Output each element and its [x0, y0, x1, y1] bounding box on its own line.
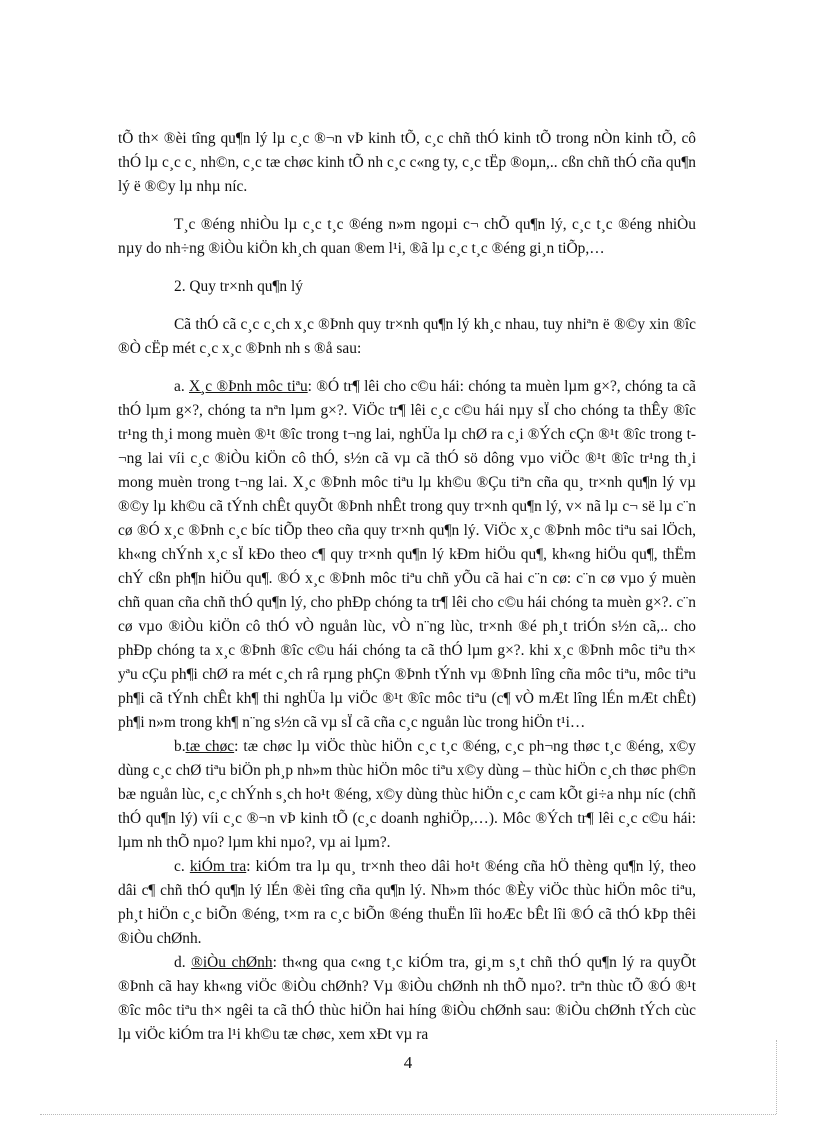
section-heading: 2. Quy tr×nh qu¶n lý	[174, 278, 303, 295]
item-a-text: : ®Ó tr¶ lêi cho c©u hái: chóng ta muèn lµm g×?, chóng ta cã thÓ lµm g×?, chóng ta nªn lµm g×?. ViÖc tr¶ lêi c¸c c©u hái nµy sÏ cho chóng ta thÊy ®îc tr¹ng th¸i mong muèn ®¹t ®îc trong t¬ng lai, nghÜa lµ chØ ra c¸i ®Ých cÇn ®¹t ®îc trong t¬ng lai víi c¸c ®iÒu kiÖn cô thÓ, s½n cã vµ cã thÓ sö dông vµo viÖc ®¹t ®îc tr¹ng th¸i mong muèn trong t¬ng lai. X¸c ®Þnh môc tiªu lµ kh©u ®Çu tiªn cña qu¸ tr×nh qu¶n lý vµ ®©y lµ kh©u cã tÝnh chÊt quyÕt ®Þnh nhÊt trong quy tr×nh qu¶n lý, v× nã lµ c¬ së lµ c¨n cø ®Ó x¸c ®Þnh c¸c bíc tiÕp theo cña quy tr×nh qu¶n lý. ViÖc x¸c ®Þnh môc tiªu sai lÖch, kh«ng chÝnh x¸c sÏ kÐo theo c¶ quy tr×nh qu¶n lý kÐm hiÖu qu¶, kh«ng hiÖu qu¶, thËm chÝ cßn ph¶n hiÖu qu¶. ®Ó x¸c ®Þnh môc tiªu chñ yÕu cã hai c¨n cø: c¨n cø vµo ý muèn chñ quan cña chñ thÓ qu¶n lý, cho phÐp chóng ta tr¶ lêi cho c©u hái chóng ta muèn g×?. c¨n cø vµo ®iÒu kiÖn cô thÓ vÒ nguån lùc, vÒ n¨ng lùc, tr×nh ®é ph¸t triÓn s½n cã,.. cho phÐp chóng ta x¸c ®Þnh ®îc c©u hái chóng ta cã thÓ lµm g×?. khi x¸c ®Þnh môc tiªu th× yªu cÇu ph¶i chØ ra mét c¸ch râ rµng phÇn ®Þnh tÝnh vµ ®Þnh lîng cña môc tiªu, môc tiªu ph¶i cã tÝnh chÊt kh¶ thi nghÜa lµ viÖc ®¹t ®îc môc tiªu (c¶ vÒ mÆt lîng lÉn mÆt chÊt) ph¶i n»m trong kh¶ n¨ng s½n cã vµ sÏ cã cña c¸c nguån lùc trong hiÖn t¹i…	[118, 378, 696, 731]
item-d-term: ®iÒu chØnh	[191, 954, 273, 971]
item-d	[118, 951, 696, 1047]
page-body	[118, 127, 696, 1047]
item-b-text: : tæ chøc lµ viÖc thùc hiÖn c¸c t¸c ®éng, c¸c ph¬ng thøc t¸c ®éng, x©y dùng c¸c chØ tiªu biÖn ph¸p nh»m thùc hiÖn môc tiªu x©y dùng – thùc hiÖn c¸ch thøc ph©n bæ nguån lùc, c¸c chÝnh s¸ch ho¹t ®éng, x©y dùng thùc hiÖn c¸c cam kÕt gi÷a nhµ níc (chñ thÓ qu¶n lý) víi c¸c ®¬n vÞ kinh tÕ (c¸c doanh nghiÖp,…). Môc ®Ých tr¶ lêi c¸c c©u hái: lµm nh thÕ nµo? lµm khi nµo?, vµ ai lµm?.	[118, 738, 696, 851]
page-boundary-line	[40, 1114, 776, 1115]
item-b-term: tæ chøc	[185, 738, 235, 755]
item-c-label: c.	[174, 858, 190, 875]
paragraph-process-intro: Cã thÓ cã c¸c c¸ch x¸c ®Þnh quy tr×nh qu¶n lý kh¸c nhau, tuy nhiªn ë ®©y xin ®îc ®Ò cËp mét c¸c x¸c ®Þnh nh s ®å sau:	[118, 316, 696, 357]
page-number: 4	[403, 1053, 413, 1072]
paragraph-impacts: T¸c ®éng nhiÒu lµ c¸c t¸c ®éng n»m ngoµi c¬ chÕ qu¶n lý, c¸c t¸c ®éng nhiÒu nµy do nh÷ng ®iÒu kiÖn kh¸ch quan ®em l¹i, ®ã lµ c¸c t¸c ®éng gi¸n tiÕp,…	[118, 216, 696, 257]
item-c-term: kiÓm tra	[189, 858, 247, 875]
page-boundary-corner	[776, 1040, 777, 1114]
item-b	[118, 735, 696, 855]
item-c-text: : kiÓm tra lµ qu¸ tr×nh theo dâi ho¹t ®éng cña hÖ thèng qu¶n lý, theo dâi c¶ chñ thÓ qu¶n lý lÉn ®èi tîng cña qu¶n lý. Nh»m thóc ®Èy viÖc thùc hiÖn môc tiªu, ph¸t hiÖn c¸c biÕn ®éng, t×m ra c¸c biÕn ®éng thuËn lîi hoÆc bÊt lîi ®Ó cã thÓ kÞp thêi ®iÒu chØnh.	[118, 858, 697, 947]
item-b-label: b.	[174, 738, 186, 755]
item-a	[118, 375, 696, 735]
item-d-label: d.	[174, 954, 192, 971]
item-a-label: a.	[174, 378, 189, 395]
paragraph-intro: tÕ th× ®èi tîng qu¶n lý lµ c¸c ®¬n vÞ kinh tÕ, c¸c chñ thÓ kinh tÕ trong nÒn kinh tÕ, cô thÓ lµ c¸c c¸ nh©n, c¸c tæ chøc kinh tÕ nh c¸c c«ng ty, c¸c tËp ®oµn,.. cßn chñ thÓ cña qu¶n lý ë ®©y lµ nhµ níc.	[118, 130, 696, 195]
item-a-term: X¸c ®Þnh môc tiªu	[189, 378, 308, 395]
item-d-text: : th«ng qua c«ng t¸c kiÓm tra, gi¸m s¸t chñ thÓ qu¶n lý ra quyÕt ®Þnh cã hay kh«ng viÖc ®iÒu chØnh? Vµ ®iÒu chØnh nh thÕ nµo?. trªn thùc tÕ ®Ó ®¹t ®îc môc tiªu th× ngêi ta cã thÓ thùc hiÖn hai híng ®iÒu chØnh sau: ®iÒu chØnh tÝch cùc lµ viÖc kiÓm tra l¹i kh©u tæ chøc, xem xÐt vµ ra	[118, 954, 696, 1043]
item-c	[118, 855, 696, 951]
